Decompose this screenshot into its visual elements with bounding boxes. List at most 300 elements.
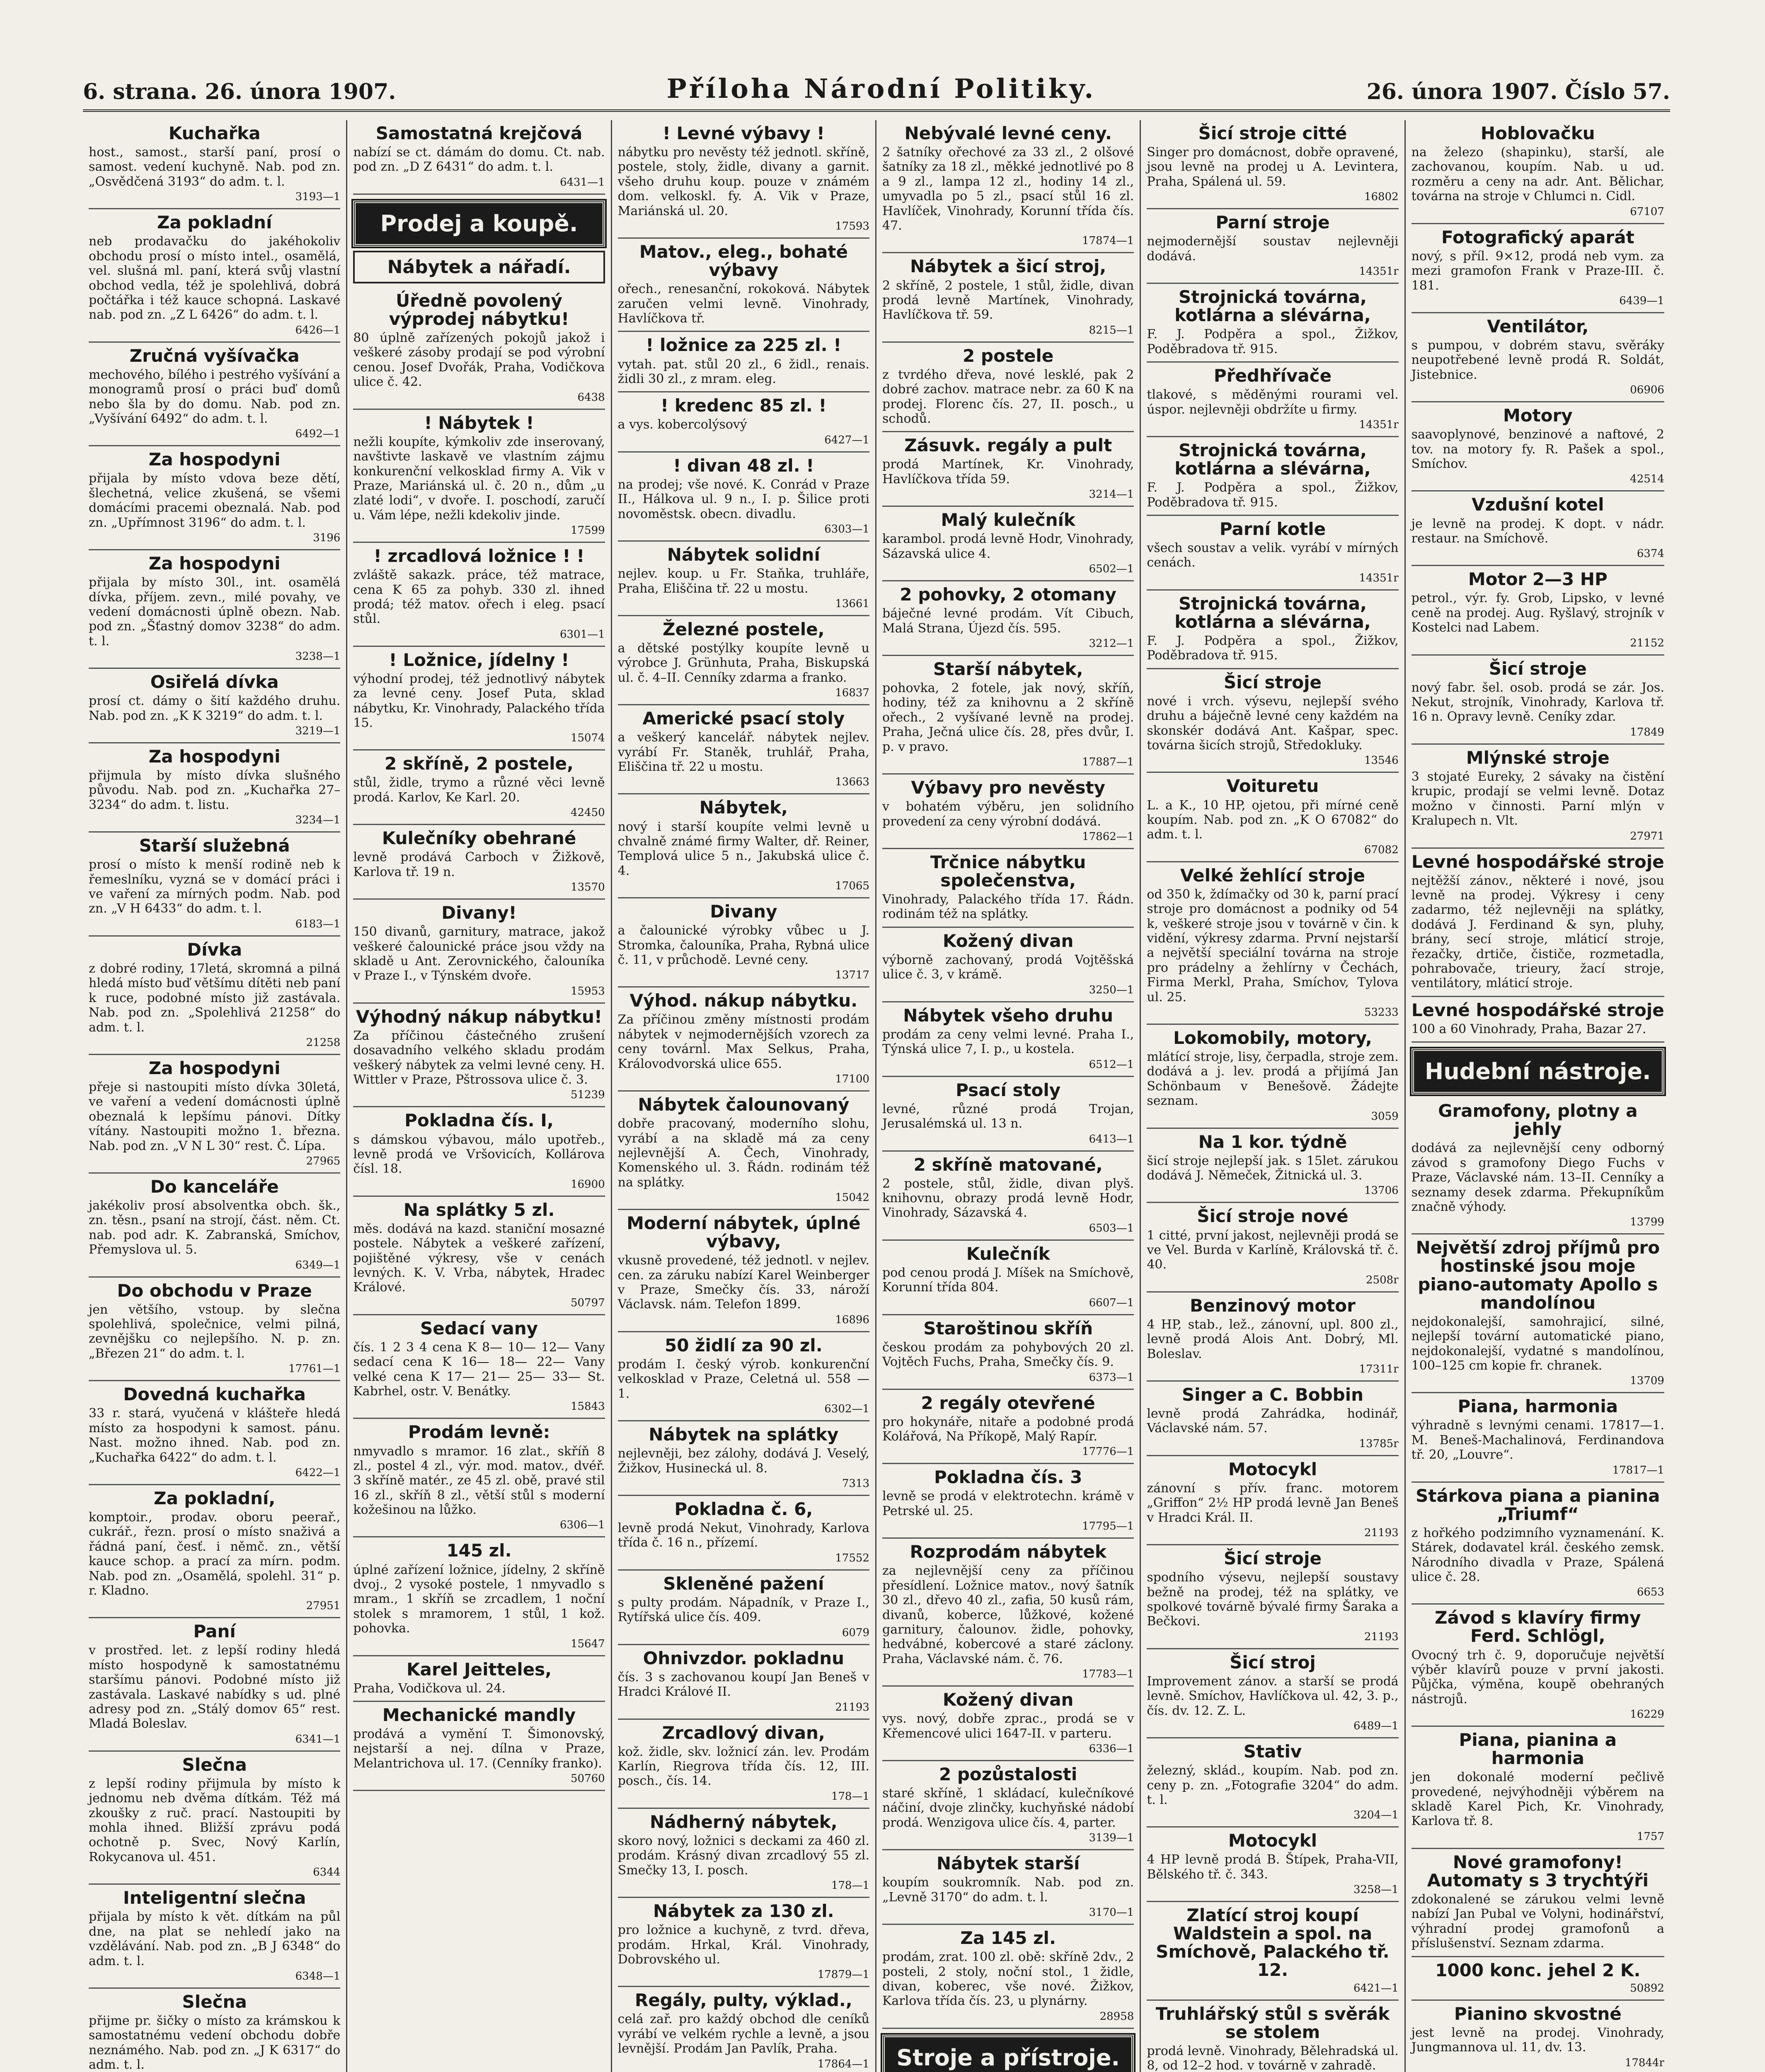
classified-ad — [1412, 224, 1664, 313]
ad-text: levně prodá Zahrádka, hodinář, Václavské nám. 57. — [1147, 1406, 1399, 1436]
ad-text: tlakové, s měděnými rourami vel. úspor. nejlevněji obdržíte u firmy. — [1147, 387, 1399, 417]
ad-title: Nádherný nábytek, — [649, 1811, 838, 1832]
section-banner: Stroje a přístroje. — [882, 2035, 1134, 2072]
ad-reference-number: 06906 — [1630, 384, 1664, 397]
ad-reference-number: 21193 — [1364, 1527, 1399, 1539]
ad-text: prodá levně. Vinohrady, Bělehradská ul. 8, od 12–2 hod. v továrně v zahradě. — [1147, 2043, 1399, 2072]
classified-ad — [353, 543, 605, 647]
classified-ad — [89, 669, 340, 743]
ad-text: nejmodernější soustav nejlevněji dodává. — [1147, 234, 1399, 264]
column-3 — [612, 120, 876, 2072]
ad-title: Nábytek, — [699, 797, 788, 818]
classified-ad — [618, 542, 869, 616]
ad-text: pro hokynáře, nitaře a podobné prodá Kolářová, Na Příkopě, Malý Rapír. — [882, 1414, 1134, 1444]
classified-ad — [1147, 862, 1398, 1025]
ad-title: Nábytek starší — [936, 1853, 1080, 1874]
classified-ad — [882, 849, 1134, 928]
ad-title: Ohnivzdor. pokladnu — [643, 1648, 845, 1668]
classified-ad — [618, 1332, 869, 1421]
ad-reference-number: 6183—1 — [295, 917, 341, 930]
ad-title: Kožený divan — [942, 930, 1074, 951]
ad-title: Ventilátor, — [1487, 316, 1589, 336]
ad-text: čís. 3 s zachovanou koupí Jan Beneš v Hradci Králové II. — [617, 1670, 869, 1699]
classified-ad — [89, 209, 340, 342]
ad-reference-number: 13799 — [1630, 1216, 1664, 1229]
ad-text: levně prodá Nekut, Vinohrady, Karlova třída č. 16 n., přízemí. — [617, 1521, 869, 1550]
ad-reference-number: 6431—1 — [559, 176, 605, 189]
ad-title: Singer a C. Bobbin — [1182, 1385, 1364, 1405]
header-date-left: 6. strana. 26. února 1907. — [83, 79, 396, 104]
ad-text: báječné levné prodám. Vít Cibuch, Malá Strana, Újezd čís. 595. — [882, 606, 1134, 636]
ad-reference-number: 50760 — [570, 1772, 605, 1785]
ad-reference-number: 16837 — [835, 687, 869, 700]
ad-text: nový, s příl. 9×12, prodá neb vym. za mezi gramofon Frank v Praze-III. č. 181. — [1411, 249, 1664, 293]
ad-text: L. a K., 10 HP, ojetou, při mírné ceně koupím. Nab. pod zn. „K O 67082“ do adm. t. l. — [1147, 798, 1399, 842]
ad-text: s pulty prodám. Nápadník, v Praze I., Rytířská ulice čís. 409. — [617, 1595, 869, 1625]
ad-text: karambol. prodá levně Hodr, Vinohrady, Sázavská ulice 4. — [882, 532, 1134, 561]
classified-ad — [882, 120, 1134, 253]
ad-text: spodního výsevu, nejlepší soustavy bežně na prodej, též na splátky, ve spolkové továrně bývalé firmy Šaraka a Bečkovi. — [1147, 1570, 1399, 1629]
ad-reference-number: 6422—1 — [295, 1466, 341, 1479]
ad-title: Psací stoly — [956, 1080, 1061, 1100]
ad-text: českou prodám za pohybových 20 zl. Vojtěch Fuchs, Praha, Smečky čís. 9. — [882, 1340, 1134, 1370]
ad-text: levné, různé prodá Trojan, Jerusalémská ul. 13 n. — [882, 1101, 1134, 1131]
subsection-heading: Nábytek a nářadí. — [353, 251, 605, 283]
ad-reference-number: 6374 — [1637, 547, 1664, 560]
classified-ad — [353, 1656, 605, 1702]
ad-text: host., samost., starší paní, prosí o samost. vedení kuchyně. Nab. pod zn. „Osvědčená 3193“ do adm. t. l. — [89, 145, 341, 189]
classified-ad — [1412, 997, 1664, 1043]
ad-title: Nové gramofony! Automaty s 3 trychtýři — [1427, 1852, 1649, 1890]
ad-title: Za hospodyni — [148, 449, 281, 470]
ad-reference-number: 13709 — [1630, 1375, 1664, 1387]
ad-title: 50 židlí za 90 zl. — [664, 1335, 823, 1356]
ad-title: Strojnická továrna, kotlárna a slévárna, — [1174, 593, 1371, 632]
ad-text: 80 úplně zařízených pokojů jakož i veškeré zásoby prodají se pod výrobní cenou. Josef Dvořák, Praha, Vodičkova ulice č. 42. — [353, 331, 605, 390]
ad-title: Matov., eleg., bohaté výbavy — [639, 242, 848, 281]
ad-title: Dovedná kuchařka — [123, 1384, 306, 1405]
classified-ad — [618, 120, 869, 239]
ad-reference-number: 17761—1 — [288, 1363, 341, 1375]
ad-text: levně se prodá v elektrotechn. krámě v Petrské ul. 25. — [882, 1489, 1134, 1518]
classified-ad — [618, 988, 869, 1092]
classified-ad — [882, 507, 1134, 581]
ad-reference-number: 6439—1 — [1619, 294, 1664, 307]
classified-ad — [1147, 1456, 1398, 1545]
ad-reference-number: 17849 — [1630, 726, 1664, 738]
ad-text: s dámskou výbavou, málo upotřeb., levně prodá ve Vršovicích, Kollárova čísl. 18. — [353, 1132, 605, 1176]
ad-title: Kulečníky obehrané — [382, 828, 576, 849]
ad-reference-number: 17879—1 — [817, 1968, 869, 1981]
ad-text: od 350 k, ždímačky od 30 k, parní prací stroje pro domácnost a podniky od 54 k, veškeré stroje jsou v továrně v čin. k vidění, výkresy zdarma. První nejstarší a největší speciální továrna na stroje pro prádelny a žehlírny v Čechách, Firma Merkl, Praha, Smíchov, Tylova ul. 25. — [1147, 887, 1399, 1005]
ad-text: zánovní s přív. franc. motorem „Griffon“ 2½ HP prodá levně Jan Beneš v Hradci Král. II. — [1147, 1481, 1399, 1525]
ad-title: Železné postele, — [663, 619, 825, 639]
ad-text: na železo (shapinku), starší, ale zachovanou, koupím. Nab. u ud. rozměru a ceny na adr. Ant. Bělichar, továrna na stroje v Chlumci n. Cidl. — [1411, 145, 1664, 204]
ad-text: a dětské postýlky koupíte levně u výrobce J. Grünhuta, Praha, Biskupská ul. č. 4–II. Cenníky zdarma a franko. — [617, 641, 869, 685]
ad-reference-number: 27971 — [1630, 830, 1664, 842]
ad-title: Mlýnské stroje — [1466, 747, 1610, 768]
ad-title: ! Ložnice, jídelny ! — [389, 649, 569, 670]
ad-reference-number: 6302—1 — [824, 1403, 869, 1416]
ad-title: Do obchodu v Praze — [117, 1280, 312, 1301]
ad-title: Nábytek solidní — [667, 545, 820, 565]
ad-text: všech soustav a velik. vyrábí v mírných cenách. — [1147, 541, 1399, 570]
ad-reference-number: 17593 — [835, 220, 869, 233]
ad-reference-number: 17065 — [835, 880, 869, 893]
classified-ad — [1412, 656, 1664, 745]
ad-reference-number: 6607—1 — [1089, 1296, 1134, 1309]
classified-ad — [1412, 2001, 1664, 2072]
ad-title: Výhod. nákup nábytku. — [629, 990, 858, 1011]
classified-ad — [1412, 1393, 1664, 1482]
ad-title: Kožený divan — [942, 1690, 1074, 1710]
classified-ad — [89, 1752, 340, 1885]
ad-text: mlátící stroje, lisy, čerpadla, stroje zem. dodává a j. lev. prodá a přijímá Jan Schönbaum v Benešově. Žádejte seznam. — [1147, 1050, 1399, 1109]
classified-ad — [353, 1107, 605, 1196]
ad-reference-number: 3214—1 — [1089, 488, 1134, 501]
ad-reference-number: 13663 — [835, 776, 869, 789]
ad-reference-number: 6489—1 — [1353, 1720, 1399, 1733]
classified-ad — [89, 1485, 340, 1618]
classified-ad — [618, 453, 869, 542]
classified-ad — [1147, 1203, 1398, 1292]
ad-text: Praha, Vodičkova ul. 24. — [353, 1681, 506, 1696]
ad-text: měs. dodává na kazd. staniční mosazné postele. Nábytek a veškeré zařízení, pojištěné výkresy, vše v cenách levných. K. V. Vrba, nábytek, Hradec Králové. — [353, 1221, 605, 1295]
classified-ad — [353, 288, 605, 410]
classified-ad — [618, 794, 869, 898]
ad-text: vytah. pat. stůl 20 zl., 6 židl., renais. židli 30 zl., z mram. eleg. — [617, 357, 869, 386]
ad-title: Motocykl — [1228, 1830, 1317, 1851]
ad-reference-number: 6341—1 — [295, 1733, 341, 1745]
classified-ad — [618, 898, 869, 988]
ad-text: v bohatém výběru, jen solidního provedení za ceny výrobní dodává. — [882, 799, 1134, 829]
classified-ad — [618, 1645, 869, 1720]
ad-title: Starší služebná — [139, 835, 290, 856]
ad-reference-number: 27951 — [306, 1600, 341, 1612]
classified-ad — [882, 656, 1134, 775]
ad-text: na prodej; vše nové. K. Conrád v Praze II., Hálkova ul. 9 n., I. p. Šilice proti novoměstsk. obecn. divadlu. — [617, 477, 869, 521]
ad-reference-number: 15074 — [570, 732, 605, 745]
classified-ad — [89, 1618, 340, 1751]
ad-reference-number: 6336—1 — [1089, 1742, 1134, 1755]
ad-reference-number: 17864—1 — [817, 2057, 869, 2070]
ad-title: Skleněné pažení — [663, 1573, 824, 1594]
classified-ad — [353, 750, 605, 825]
classified-ad — [882, 1390, 1134, 1464]
ad-reference-number: 15953 — [570, 985, 605, 997]
column-6 — [1406, 120, 1670, 2072]
ad-text: přeje si nastoupiti místo dívka 30letá, ve vaření a vedení domácnosti úplně obeznalá k lepšímu pánovi. Dítky vítány. Nastoupiti možno 1. března. Nab. pod zn. „V N L 30“ rest. Č. Lípa. — [89, 1080, 341, 1153]
classified-ad — [1147, 1738, 1398, 1828]
classified-ad — [1147, 1025, 1398, 1129]
ad-text: přijala by místo vdova beze dětí, šlechetná, velice zkušená, se všemi domácími pracemi obeznalá. Nab. pod zn. „Upřímnost 3196“ do adm. t. l. — [89, 471, 341, 530]
ad-title: Moderní nábytek, úplné výbavy, — [627, 1213, 861, 1252]
classified-ad — [618, 1210, 869, 1332]
ad-text: jest levně na prodej. Vinohrady, Jungmannova ul. 11, dv. 13. — [1411, 2025, 1664, 2055]
ad-title: Hoblovačku — [1480, 123, 1595, 143]
ad-text: jakékoliv prosí absolventka obch. šk., zn. těsn., psaní na strojí, část. něm. Ct. nab. pod adr. K. Zabranská, Smíchov, Přemyslova ul. 5. — [89, 1198, 341, 1257]
ad-text: staré skříně, 1 skládací, kulečníkové náčiní, dvoje zlinčky, kuchyňské nádobí prodá. Wenzigova ulice čís. 4, parter. — [882, 1786, 1134, 1830]
section-banner: Hudební nástroje. — [1412, 1048, 1664, 1094]
ad-title: Výhodný nákup nábytku! — [356, 1006, 603, 1027]
classified-ad — [353, 900, 605, 1004]
ad-title: Velké žehlící stroje — [1180, 865, 1366, 886]
ad-title: ! divan 48 zl. ! — [673, 455, 814, 476]
ad-reference-number: 21152 — [1630, 637, 1664, 649]
ad-text: F. J. Podpěra a spol., Žižkov, Poděbradova tř. 915. — [1147, 480, 1399, 510]
ad-reference-number: 15843 — [570, 1400, 605, 1413]
ad-text: koupím soukromník. Nab. pod zn. „Levně 3170“ do adm. t. l. — [882, 1875, 1134, 1905]
classified-ad — [1147, 1545, 1398, 1649]
ad-title: Strojnická továrna, kotlárna a slévárna, — [1174, 287, 1371, 326]
classified-ad — [1412, 1098, 1664, 1234]
ad-text: 100 a 60 Vinohrady, Praha, Bazar 27. — [1411, 1021, 1646, 1036]
classified-ad — [1147, 437, 1398, 516]
page-title: Příloha Národní Politiky. — [666, 73, 1096, 104]
classified-ad — [353, 1537, 605, 1656]
ad-title: Největší zdroj příjmů pro hostinské jsou moje piano-automaty Apollo s mandolínou — [1416, 1237, 1660, 1313]
ad-reference-number: 17552 — [835, 1552, 869, 1564]
classified-ad — [1412, 1483, 1664, 1605]
ad-reference-number: 42450 — [570, 806, 605, 819]
ad-title: ! Levné výbavy ! — [662, 123, 825, 143]
classified-ad — [1412, 566, 1664, 655]
classified-ad — [1147, 773, 1398, 862]
ad-text: a veškerý kancelář. nábytek nejlev. vyrábí Fr. Staněk, truhlář, Praha, Eliščina tř. 22 u mostu. — [617, 730, 869, 775]
column-2 — [347, 120, 612, 2072]
ad-reference-number: 17887—1 — [1082, 756, 1134, 769]
ad-title: Nábytek na splátky — [649, 1424, 839, 1445]
ad-reference-number: 3170—1 — [1089, 1906, 1134, 1919]
ad-text: v prostřed. let. z lepší rodiny hledá místo hospodyně k samostatnému staršímu pánovi. Podobné místo již zastávala. Laskavé nabídky s ud. plné adresy pod zn. „Stálý domov 65“ rest. Mladá Boleslav. — [89, 1643, 341, 1731]
classified-ad — [1147, 120, 1398, 209]
ad-title: Motocykl — [1228, 1459, 1317, 1479]
ad-title: Levné hospodářské stroje — [1411, 851, 1664, 872]
ad-reference-number: 17817—1 — [1612, 1464, 1664, 1477]
ad-text: 2 šatníky ořechové za 33 zl., 2 olšové šatníky za 18 zl., měkké jednotlivé po 8 a 9 zl., lampa 12 zl., hodiny 14 zl., umyvadla po 5 zl., psací stůl 16 zl. Havlíček, Vinohrady, Korunní třída čís. 47. — [882, 145, 1134, 233]
ad-reference-number: 14351r — [1359, 571, 1399, 584]
classified-ad — [882, 1002, 1134, 1077]
ad-reference-number: 6303—1 — [824, 523, 869, 536]
ad-text: stůl, židle, trymo a různé věci levně prodá. Karlov, Ke Karl. 20. — [353, 775, 605, 805]
ad-title: Malý kulečník — [941, 510, 1075, 530]
ad-title: Zásuvk. regály a pult — [904, 435, 1112, 456]
ad-title: Vzdušní kotel — [1472, 494, 1604, 515]
classified-ad — [882, 1687, 1134, 1761]
ad-reference-number: 13717 — [835, 969, 869, 982]
ad-reference-number: 13546 — [1364, 754, 1399, 767]
ad-text: komptoir., prodav. oboru peerař., cukrář., řezn. prosí o místo snaživá a řádná paní, česť. i němč. zn., větší kauce schop. a prací za mírn. podm. Nab. pod zn. „Osamělá, spolehl. 31“ p. r. Kladno. — [89, 1510, 341, 1598]
classified-ad — [1147, 2001, 1398, 2072]
ad-text: jen většího, vstoup. by slečna spolehlivá, společnice, velmi pilná, zevnějšku co nejlepšího. N. p. zn. „Březen 21“ do adm. t. l. — [89, 1302, 341, 1361]
ad-text: nmyvadlo s mramor. 16 zlat., skříň 8 zl., postel 4 zl., výr. mod. matov., dvéř. 3 skříně matér., ze 45 zl. obě, pravé stil 16 zl., skříň 8 zl., větší stůl s moderní kožešinou na lůžko. — [353, 1444, 605, 1518]
ad-title: Divany — [710, 901, 777, 922]
classified-ad — [353, 1702, 605, 1791]
ad-title: Voituretu — [1226, 776, 1319, 796]
classified-ad — [1412, 1727, 1664, 1849]
ad-reference-number: 6301—1 — [559, 628, 605, 641]
ad-title: Nábytek a šicí stroj, — [910, 256, 1106, 277]
ad-title: Levné hospodářské stroje — [1411, 1000, 1664, 1020]
ad-title: Úředně povolený výprodej nábytku! — [389, 290, 569, 329]
ad-title: Paní — [193, 1621, 236, 1642]
classified-ad — [1412, 849, 1664, 997]
ad-title: Za pokladní, — [154, 1488, 276, 1508]
ad-text: nový i starší koupíte velmi levně u chvalně známé firmy Walter, dř. Reiner, Templová ulice 5 n., Jakubská ulice č. 4. — [617, 819, 869, 878]
classified-ad — [1147, 363, 1398, 437]
ad-text: petrol., výr. fy. Grob, Lipsko, v levné ceně na prodej. Aug. Ryšlavý, strojník v Kostelci nad Labem. — [1411, 591, 1664, 635]
ad-title: Pokladna čís. I, — [404, 1110, 554, 1131]
ad-title: Výbavy pro nevěsty — [911, 777, 1105, 798]
ad-title: Pokladna č. 6, — [674, 1498, 813, 1519]
classified-ad — [1412, 1849, 1664, 1957]
ad-reference-number: 3139—1 — [1089, 1832, 1134, 1844]
classified-ad — [1147, 516, 1398, 591]
ad-reference-number: 28958 — [1099, 2010, 1134, 2023]
ad-title: Mechanické mandly — [382, 1704, 576, 1725]
ad-text: z lepší rodiny přijmula by místo k jednomu neb dvěma dítkám. Též má zkoušky z ruč. prací. Nastoupiti by mohla ihned. Bližší zprávu podá ochotně p. Svec, Nový Karlín, Rokycanova ul. 451. — [89, 1776, 341, 1864]
ad-reference-number: 17795—1 — [1082, 1520, 1134, 1533]
ad-text: vys. nový, dobře zprac., prodá se v Křemencové ulici 1647-II. v parteru. — [882, 1711, 1134, 1741]
ad-title: 145 zl. — [446, 1540, 512, 1561]
ad-text: pro ložnice a kuchyně, z tvrd. dřeva, prodám. Hrkal, Král. Vinohrady, Dobrovského ul. — [617, 1923, 869, 1967]
ad-title: 2 regály otevřené — [921, 1392, 1095, 1413]
ad-text: Singer pro domácnost, dobře opravené, jsou levně na prodej u A. Levintera, Praha, Spálená ul. 59. — [1147, 145, 1399, 189]
ad-text: nový fabr. šel. osob. prodá se zár. Jos. Nekut, strojník, Vinohrady, Karlova tř. 16 n. Opravy levně. Ceníky zdar. — [1411, 680, 1664, 724]
ad-text: skoro nový, ložnici s deckami za 460 zl. prodám. Krásný divan zrcadlový 55 zl. Smečky 13, I. posch. — [617, 1833, 869, 1878]
classified-ad — [882, 432, 1134, 507]
ad-title: Piana, pianina a harmonia — [1459, 1730, 1617, 1769]
ad-text: nejlev. koup. u Fr. Staňka, truhláře, Praha, Eliščina tř. 22 u mostu. — [617, 566, 869, 596]
classified-ad — [89, 343, 340, 447]
classified-ad — [89, 1989, 340, 2072]
ad-title: ! kredenc 85 zl. ! — [661, 395, 827, 416]
ad-reference-number: 13785r — [1359, 1437, 1399, 1450]
ad-reference-number: 6427—1 — [824, 433, 869, 446]
ad-text: levně prodává Carboch v Žižkově, Karlova tř. 19 n. — [353, 850, 605, 879]
classified-ad — [89, 120, 340, 209]
ad-reference-number: 17783—1 — [1082, 1668, 1134, 1681]
ad-title: ! Nábytek ! — [424, 412, 534, 433]
ad-text: Za příčinou změny místnosti prodám nábytek v nejmodernějších vzorech za ceny továrnĺ. Max Selkus, Praha, Královodvorská ulice 655. — [617, 1012, 869, 1071]
ad-title: Regály, pulty, výklad., — [634, 1990, 852, 2011]
ad-reference-number: 3196 — [313, 532, 341, 545]
ad-reference-number: 6079 — [842, 1626, 869, 1639]
ad-title: Pianino skvostné — [1454, 2003, 1622, 2024]
ad-reference-number: 6349—1 — [295, 1259, 341, 1271]
ad-reference-number: 6512—1 — [1089, 1058, 1134, 1071]
ad-text: prodá Martínek, Kr. Vinohrady, Havlíčkova třída 59. — [882, 457, 1134, 487]
ad-text: F. J. Podpěra a spol., Žižkov, Poděbradova tř. 915. — [1147, 634, 1399, 663]
ad-reference-number: 13661 — [835, 597, 869, 610]
ad-text: čís. 1 2 3 4 cena K 8— 10— 12— Vany sedací cena K 16— 18— 22— Vany velké cena K 17— 21— 25— 33— St. Kabrhel, ostr. V. Benátky. — [353, 1340, 605, 1399]
classified-ad — [618, 1496, 869, 1571]
classified-ad — [618, 1987, 869, 2072]
ad-text: mechového, bílého i pestrého vyšívání a monogramů prosí o práci buď domů nebo šla by do domu. Nab. pod zn. „Vyšívání 6492“ do adm. t. l. — [89, 367, 341, 426]
ad-reference-number: 6653 — [1637, 1586, 1664, 1599]
ad-reference-number: 17874—1 — [1082, 235, 1134, 247]
ad-reference-number: 6438 — [577, 391, 605, 404]
ad-reference-number: 7313 — [842, 1477, 869, 1490]
ad-title: Inteligentní slečna — [123, 1888, 306, 1908]
ad-text: prodám I. český výrob. konkurenční velkosklad v Praze, Celetná ul. 558 — 1. — [617, 1357, 869, 1401]
ad-reference-number: 17776—1 — [1082, 1445, 1134, 1458]
ad-text: a čalounické výrobky vůbec u J. Stromka, čalouníka, Praha, Rybná ulice č. 11, v průchodě. Levné ceny. — [617, 923, 869, 967]
ad-title: Šicí stroj — [1230, 1652, 1316, 1673]
classified-ad — [1147, 1902, 1398, 2000]
ad-reference-number: 14351r — [1359, 418, 1399, 431]
ad-title: Pokladna čís. 3 — [934, 1467, 1082, 1488]
ad-reference-number: 3238—1 — [295, 650, 341, 663]
page-header — [83, 62, 1670, 112]
ad-title: Fotografický aparát — [1441, 227, 1634, 247]
classified-ad — [89, 550, 340, 669]
ad-title: Divany! — [441, 903, 517, 923]
ad-text: 3 stojaté Eureky, 2 sávaky na čistění krupic, prodají se velmi levně. Dotaz možno v činnosti. Parní mlýn v Kralupech n. Vlt. — [1411, 769, 1664, 828]
classified-ad — [882, 1315, 1134, 1390]
classified-ad — [1147, 209, 1398, 284]
ad-reference-number: 17100 — [835, 1073, 869, 1086]
classified-ad — [89, 833, 340, 937]
ad-text: výborně zachovaný, prodá Vojtěšská ulice č. 3, v krámě. — [882, 952, 1134, 982]
ad-reference-number: 16900 — [570, 1178, 605, 1191]
ad-reference-number: 6413—1 — [1089, 1133, 1134, 1145]
classified-ad — [353, 1419, 605, 1537]
ad-title: Zručná vyšívačka — [129, 345, 300, 366]
ad-text: prosí o místo k menší rodině neb k řemeslníku, vyzná se v domácí práci i ve vaření za mírných podm. Nab. pod zn. „V H 6433“ do adm. t. l. — [89, 857, 341, 916]
classified-ad — [618, 392, 869, 452]
ad-reference-number: 6344 — [313, 1866, 341, 1879]
classified-ad — [882, 1761, 1134, 1850]
ad-title: Strojnická továrna, kotlárna a slévárna, — [1174, 440, 1371, 479]
ad-reference-number: 67107 — [1630, 205, 1664, 218]
ad-text: Za příčinou částečného zrušení dosavadního velkého skladu prodám veškerý nábytek za velmi levné ceny. H. Wittler v Praze, Pštrossova ulice č. 3. — [353, 1028, 605, 1087]
ad-title: Nábytek za 130 zl. — [653, 1901, 834, 1922]
ad-reference-number: 17862—1 — [1082, 830, 1134, 843]
classified-ad — [618, 1809, 869, 1898]
ad-title: Starší nábytek, — [933, 658, 1083, 679]
ad-text: přijme pr. šičky o místo za krámskou k samostatnému vedení obchodu dobře neznámého. Nab. pod zn. „J K 6317“ do adm. t. l. — [89, 2013, 341, 2072]
column-5 — [1141, 120, 1405, 2072]
classified-ad — [1412, 745, 1664, 849]
classified-ad — [882, 253, 1134, 342]
ad-text: neb prodavačku do jakéhokoliv obchodu prosí o místo intel., osamělá, vel. slušná ml. paní, která svůj vlastní obchod vedla, též je spolehlivá, dobrá počtářka i též kauce schopná. Laskavé nab. pod zn. „Z L 6426“ do adm. t. l. — [89, 234, 341, 322]
ad-reference-number: 42514 — [1630, 473, 1664, 486]
ad-columns — [83, 120, 1670, 2072]
ad-title: Za hospodyni — [148, 553, 281, 574]
ad-text: úplné zařízení ložnice, jídelny, 2 skříně dvoj., 2 vysoké postele, 1 nmyvadlo s mram., 1 skříň se zrcadlem, 1 noční stolek s mramorem, 1 stůl, 1 kož. pohovka. — [353, 1562, 605, 1636]
column-1 — [83, 120, 347, 2072]
ad-reference-number: 16802 — [1364, 191, 1399, 203]
ad-reference-number: 51239 — [570, 1089, 605, 1101]
ad-text: s pumpou, v dobrém stavu, svěráky neupotřebené levně prodá R. Soldát, Jistebnice. — [1411, 338, 1664, 382]
ad-reference-number: 178—1 — [831, 1879, 869, 1892]
ad-text: prodám za ceny velmi levné. Praha I., Týnská ulice 7, I. p., u kostela. — [882, 1027, 1134, 1057]
classified-ad — [1147, 1649, 1398, 1738]
ad-text: saavoplynové, benzinové a naftové, 2 tov. na motory fy. R. Pašek a spol., Smíchov. — [1411, 427, 1664, 472]
classified-ad — [1412, 1605, 1664, 1727]
ad-reference-number: 3193—1 — [295, 191, 341, 203]
ad-reference-number: 3059 — [1371, 1110, 1399, 1123]
ad-title: Gramofony, plotny a jehly — [1438, 1101, 1638, 1140]
ad-title: ! ložnice za 225 zl. ! — [646, 335, 842, 356]
ad-title: Za 145 zl. — [960, 1928, 1056, 1949]
ad-text: a vys. kobercolýsový — [617, 417, 747, 432]
ad-text: nejdokonalejší, samohrajicí, silné, nejlepší tovární automatické piano, nejdokonalejší, vydatné s mandolínou, 100–125 cm kopie fr. chranek. — [1411, 1314, 1664, 1373]
ad-text: nejlevněji, bez zálohy, dodává J. Veselý, Žižkov, Husinecká ul. 8. — [617, 1446, 869, 1476]
ad-text: 1 citté, první jakost, nejlevněji prodá se ve Vel. Burda v Karlíně, Královská tř. č. 40. — [1147, 1228, 1399, 1272]
ad-text: vkusně provedené, též jednotl. v nejlev. cen. za záruku nabízí Karel Weinberger v Praze, Smečky čís. 33, nároží Václavsk. nám. Telefon 1899. — [617, 1253, 869, 1312]
